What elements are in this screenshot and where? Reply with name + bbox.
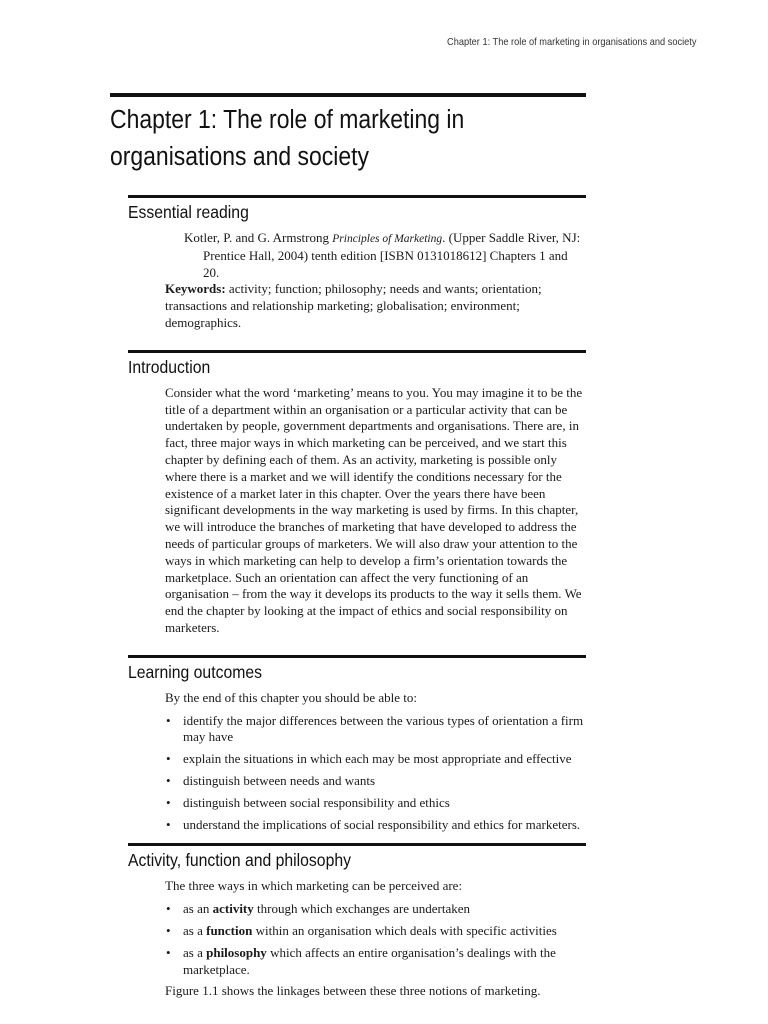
- essential-reading-body: [165, 230, 586, 332]
- ref-details: . (Upper Saddle River, NJ: Prentice Hall, 2004) tenth edition [ISBN 0131018612] Chapters 1 and 20.: [203, 230, 581, 280]
- list-item: [165, 901, 586, 918]
- learning-outcomes-list: [165, 713, 586, 834]
- ref-authors: Kotler, P. and G. Armstrong: [184, 230, 333, 245]
- keywords-label: Keywords:: [165, 281, 226, 297]
- learning-outcomes-section: [128, 655, 586, 834]
- learning-outcomes-heading: Learning outcomes: [128, 661, 262, 682]
- item-keyword: activity: [212, 901, 254, 917]
- section-rule: [128, 655, 586, 658]
- list-item: • distinguish between social responsibility and ethics: [165, 795, 586, 812]
- section-rule: [128, 843, 586, 846]
- section-rule: [128, 195, 586, 198]
- page-content: [110, 93, 586, 1000]
- list-item: • distinguish between needs and wants: [165, 773, 586, 790]
- item-suffix: which affects an entire organisation’s dealings with the marketplace.: [183, 944, 556, 977]
- keywords: [165, 281, 586, 331]
- activity-function-philosophy-body: [165, 878, 586, 1000]
- item-suffix: through which exchanges are undertaken: [253, 901, 470, 917]
- item-prefix: as an: [183, 901, 213, 917]
- list-item: • identify the major differences between the various types of orientation a firm may have: [165, 713, 586, 747]
- learning-outcomes-intro: By the end of this chapter you should be able to:: [165, 689, 418, 705]
- chapter-title-line2: organisations and society: [110, 143, 369, 171]
- chapter-rule: [110, 93, 586, 97]
- list-item: • understand the implications of social responsibility and ethics for marketers.: [165, 817, 586, 834]
- introduction-heading: Introduction: [128, 356, 211, 377]
- essential-reading-heading: Essential reading: [128, 202, 249, 222]
- item-prefix: as a: [183, 944, 207, 960]
- afp-closing: Figure 1.1 shows the linkages between these three notions of marketing.: [165, 983, 541, 999]
- activity-function-philosophy-section: [128, 843, 586, 1000]
- ref-title: Principles of Marketing: [332, 233, 443, 245]
- item-prefix: as a: [183, 922, 207, 938]
- introduction-section: [128, 350, 586, 637]
- running-header: Chapter 1: The role of marketing in organisations and society: [446, 36, 696, 48]
- reading-reference: [184, 230, 586, 281]
- item-keyword: philosophy: [206, 944, 267, 960]
- afp-list: [165, 901, 586, 978]
- essential-reading-section: [128, 195, 586, 332]
- afp-intro: The three ways in which marketing can be perceived are:: [165, 878, 463, 894]
- list-item: [165, 945, 586, 979]
- introduction-paragraph: Consider what the word ‘marketing’ means to you. You may imagine it to be the title of a department within an organisation or a particular activity that can be undertaken by people, government departments and organisations. There are, in fact, three major ways in which marketing can be perceived, and we start this chapter by defining each of them. As an activity, marketing is possible only where there is a market and we will identify the conditions necessary for the existence of a market later in this chapter. Over the years there have been significant developments in the way marketing is used by firms. In this chapter, we will introduce the branches of marketing that have developed to address the needs of particular groups of marketers. We will also draw your attention to the ways in which marketing can help to develop a firm’s orientation towards the marketplace. Such an orientation can affect the very functioning of an organisation – from the way it develops its products to the way it sells them. We end the chapter by looking at the impact of ethics and social responsibility on marketers.: [165, 384, 583, 635]
- section-rule: [128, 350, 586, 353]
- keywords-text: activity; function; philosophy; needs and wants; orientation; transactions and relationship marketing; globalisation; environment; demographics.: [165, 281, 542, 330]
- introduction-body: [165, 385, 586, 637]
- list-item: [165, 923, 586, 940]
- list-item: • explain the situations in which each may be most appropriate and effective: [165, 751, 586, 768]
- activity-function-philosophy-heading: Activity, function and philosophy: [128, 850, 351, 871]
- item-keyword: function: [206, 922, 253, 938]
- chapter-title-line1: Chapter 1: The role of marketing in: [110, 106, 465, 134]
- learning-outcomes-body: [165, 690, 586, 834]
- item-suffix: within an organisation which deals with specific activities: [252, 922, 557, 938]
- chapter-title: [110, 102, 586, 176]
